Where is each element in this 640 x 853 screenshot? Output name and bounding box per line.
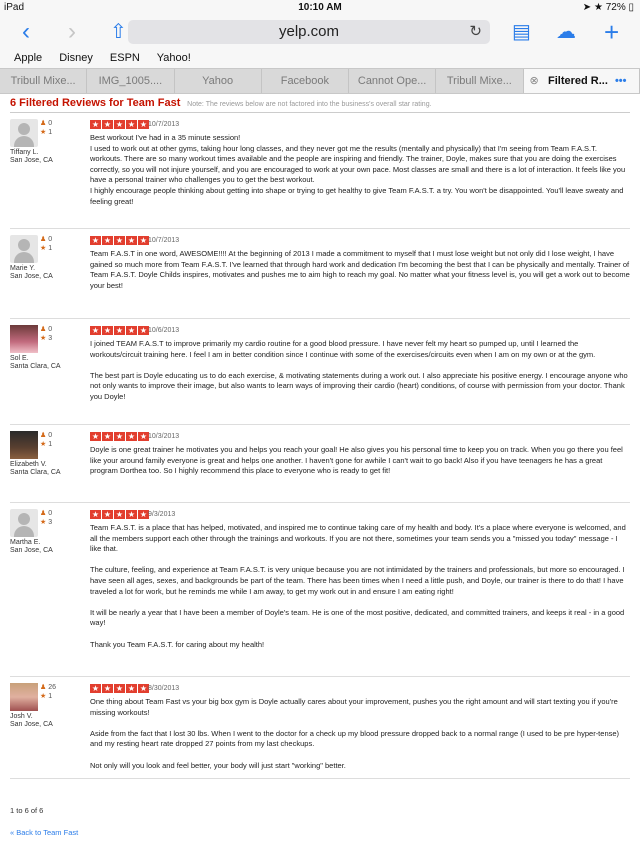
review-paragraph: Doyle is one great trainer he motivates you and helps you reach your goal! He also gives you his personal time to keep you on track. When you go there you feel like your around family everyone is great and helps one another. I haven't gone for awhile I can't wait to go back! Also if you have teenagers he has a great program Dorthea too. So I highly recommend this place to everyone who is ready to get fit!	[90, 445, 623, 476]
review-date: 10/3/2013	[148, 433, 180, 440]
avatar[interactable]	[10, 325, 38, 353]
tab-5[interactable]: Cannot Ope...	[349, 69, 436, 93]
user-stats	[40, 431, 52, 449]
star-icon: ★	[91, 120, 100, 129]
reviewer-location: San Jose, CA	[10, 547, 53, 554]
friends-icon: ♟	[40, 432, 47, 439]
reviewer-location: San Jose, CA	[10, 273, 53, 280]
star-icon: ★	[115, 684, 124, 693]
review-text	[90, 523, 630, 650]
friend-count: ♟ 26	[40, 684, 57, 691]
friends-icon: ♟	[40, 510, 47, 517]
tab-bar	[0, 68, 640, 94]
star-icon: ★	[127, 120, 136, 129]
reviewer-info	[10, 265, 53, 281]
friends-icon: ♟	[40, 236, 47, 243]
star-icon: ★	[91, 684, 100, 693]
review-date: 10/6/2013	[148, 327, 180, 334]
reviewer-name[interactable]: Sol E.	[10, 355, 29, 362]
reload-icon[interactable]: ↻	[469, 23, 482, 40]
review-date: 8/30/2013	[148, 685, 180, 692]
back-to-business-link[interactable]: « Back to Team Fast	[10, 828, 79, 837]
browser-toolbar	[0, 16, 640, 48]
clock: 10:10 AM	[298, 2, 342, 13]
tab-1[interactable]: Tribull Mixe...	[0, 69, 87, 93]
review-item	[10, 425, 630, 503]
review-paragraph: Best workout I've had in a 35 minute session! I used to work out at other gyms, taking hour long classes, and they never got me the results (mentally and physically) that I'm seeing from Team F.A.S.T. workouts. There are so many workout times available and the people are inspiring and friendly. The trainer, Doyle, makes sure that you are doing the exercises correctly, so you will not injure yourself, and you are encouraged to work at your own pace. Most classes are small and there is a lot of interaction. It feels like you have a personal trainer who challenges you to get the best workout. I highly encourage people thinking about getting into shape or trying to get healthy to give Team F.A.S.T. a try. You won't be disappointed. You'll leave sweaty and feeling great!	[90, 133, 626, 206]
star-rating	[90, 120, 150, 129]
review-count-icon: ★	[40, 441, 47, 448]
page-content	[0, 94, 640, 779]
review-text	[90, 697, 630, 771]
review-paragraph: Not only will you look and feel better, your body will just start "working" better.	[90, 760, 346, 770]
review-text	[90, 249, 630, 291]
star-icon: ★	[139, 120, 148, 129]
star-icon: ★	[115, 510, 124, 519]
cloud-tabs-icon[interactable]: ☁	[556, 21, 576, 43]
review-count: ★ 1	[40, 441, 53, 448]
star-icon: ★	[91, 432, 100, 441]
reviewer-location: Santa Clara, CA	[10, 469, 61, 476]
star-rating	[90, 684, 150, 693]
star-icon: ★	[127, 684, 136, 693]
more-icon[interactable]: •••	[614, 75, 627, 87]
review-count-icon: ★	[40, 519, 47, 526]
user-stats	[40, 119, 52, 137]
battery-percent: 72%	[605, 2, 626, 13]
tab-6[interactable]: Tribull Mixe...	[436, 69, 523, 93]
device-label: iPad	[4, 2, 25, 13]
review-paragraph: I joined TEAM F.A.S.T to improve primarily my cardio routine for a good blood pressure. I have never felt my heart so pumped up, until I learned the workouts/circuit training here. I feel I am in better condition since I continue with some of the exercises/circuits even when I am on my own or at the gym.	[90, 339, 596, 359]
forward-icon[interactable]: ›	[68, 18, 76, 45]
page-note: Note: The reviews below are not factored into the business's overall star rating.	[187, 101, 432, 108]
star-icon: ★	[103, 432, 112, 441]
star-rating	[90, 326, 150, 335]
star-icon: ★	[115, 432, 124, 441]
reviewer-location: San Jose, CA	[10, 157, 53, 164]
review-item	[10, 113, 630, 229]
star-icon: ★	[103, 326, 112, 335]
friend-count: ♟ 0	[40, 236, 53, 243]
star-icon: ★	[127, 326, 136, 335]
page-header	[10, 94, 630, 113]
bookmarks-icon[interactable]: ▤	[512, 21, 531, 43]
reviewer-info	[10, 539, 53, 555]
review-count: ★ 3	[40, 519, 53, 526]
review-item	[10, 503, 630, 677]
reviewer-info	[10, 149, 53, 165]
star-icon: ★	[139, 432, 148, 441]
star-icon: ★	[139, 510, 148, 519]
review-count-icon: ★	[40, 245, 47, 252]
review-count-icon: ★	[40, 129, 47, 136]
star-rating	[90, 236, 150, 245]
friends-icon: ♟	[40, 326, 47, 333]
review-paragraph: Thank you Team F.A.S.T. for caring about my health!	[90, 639, 265, 649]
user-stats	[40, 235, 52, 253]
reviewer-name[interactable]: Marie Y.	[10, 265, 36, 272]
star-icon: ★	[91, 510, 100, 519]
reviewer-name[interactable]: Elizabeth V.	[10, 461, 47, 468]
review-paragraph: It will be nearly a year that I have been a member of Doyle's team. He is one of the most positive, dedicated, and committed trainers, and keeps it real - in a good way!	[90, 607, 625, 628]
star-icon: ★	[127, 432, 136, 441]
user-stats	[40, 683, 56, 701]
review-text	[90, 445, 630, 477]
reviewer-name[interactable]: Martha E.	[10, 539, 41, 546]
reviewer-info	[10, 713, 53, 729]
tab-3[interactable]: Yahoo	[175, 69, 262, 93]
close-tab-icon[interactable]: ⊗	[529, 75, 539, 87]
avatar[interactable]	[10, 235, 38, 263]
user-stats	[40, 509, 52, 527]
review-paragraph: Aside from the fact that I lost 30 lbs. When I went to the doctor for a check up my blood pressure dropped back to a normal range (I used to be pre hyper-tense) and my resting heart rate dropped 27 points from my last checkups.	[90, 728, 620, 749]
star-icon: ★	[91, 326, 100, 335]
star-icon: ★	[103, 510, 112, 519]
share-icon[interactable]: ⇧	[110, 21, 127, 43]
review-item	[10, 319, 630, 425]
reviewer-location: Santa Clara, CA	[10, 363, 61, 370]
review-count-icon: ★	[40, 693, 47, 700]
tab-2[interactable]: IMG_1005....	[87, 69, 174, 93]
reviewer-location: San Jose, CA	[10, 721, 53, 728]
bookmark-apple[interactable]: Apple	[14, 52, 43, 64]
review-count: ★ 3	[40, 335, 53, 342]
review-text	[90, 133, 630, 207]
review-date: 10/7/2013	[148, 121, 180, 128]
review-paragraph: Team F.A.S.T. is a place that has helped, motivated, and inspired me to continue taking care of my health and body. It's a place where everyone is welcomed, and all the members support each other through the trainings and workouts. If you are not there, sometimes your team sends you a "missed you today" message - I like that.	[90, 523, 626, 554]
star-icon: ★	[115, 326, 124, 335]
star-icon: ★	[127, 236, 136, 245]
friend-count: ♟ 0	[40, 510, 53, 517]
review-item	[10, 229, 630, 319]
star-rating	[90, 510, 150, 519]
reviewer-name[interactable]: Josh V.	[10, 713, 33, 720]
star-icon: ★	[103, 120, 112, 129]
battery-indicator: ➤ ★ 72% ▯	[582, 2, 634, 13]
bookmarks-bar	[0, 48, 640, 68]
status-bar	[0, 0, 640, 16]
avatar[interactable]	[10, 431, 38, 459]
avatar[interactable]	[10, 119, 38, 147]
review-count-icon: ★	[40, 335, 47, 342]
review-text	[90, 339, 630, 403]
url-text: yelp.com	[278, 23, 340, 40]
star-icon: ★	[115, 236, 124, 245]
bookmark-yahoo[interactable]: Yahoo!	[156, 52, 191, 64]
bookmark-espn[interactable]: ESPN	[109, 52, 140, 64]
tab-active-label: Filtered R...	[547, 75, 608, 87]
pagination: 1 to 6 of 6	[10, 806, 44, 815]
page-title: 6 Filtered Reviews for Team Fast	[10, 97, 181, 109]
star-rating	[90, 432, 150, 441]
review-date: 9/3/2013	[148, 511, 176, 518]
new-tab-icon[interactable]: +	[604, 17, 620, 47]
star-icon: ★	[115, 120, 124, 129]
star-icon: ★	[91, 236, 100, 245]
bookmark-disney[interactable]: Disney	[59, 52, 93, 64]
review-paragraph: One thing about Team Fast vs your big box gym is Doyle actually cares about your improvement, pushes you the right amount and will start texting you if you're missing workouts!	[90, 697, 618, 717]
review-count: ★ 1	[40, 129, 53, 136]
review-paragraph: The culture, feeling, and experience at Team F.A.S.T. is very unique because you are not intimidated by the trainers and professionals, but more so encouraged. I have seen all ages, sexes, and backgrounds be part of the team. There has been times when I need a little push, and Doyle, our trainer is there to do that! I have traveled a lot for work, but he reminds me while I am away, to get my work out in and ensure I am eating right!	[90, 565, 625, 596]
user-stats	[40, 325, 52, 343]
reviewer-name[interactable]: Tiffany L.	[10, 149, 39, 156]
friend-count: ♟ 0	[40, 326, 53, 333]
tab-active[interactable]	[524, 69, 640, 93]
reviewer-info	[10, 461, 61, 477]
reviewer-info	[10, 355, 61, 371]
address-bar[interactable]	[128, 20, 490, 44]
review-paragraph: Team F.A.S.T in one word, AWESOME!!!! At the beginning of 2013 I made a commitment to myself that I must lose weight but not only did I lose weight, I have gained so much more from Team F.A.S.T. I've learned that through hard work and dedication I'm becoming the best that I can be physically and mentally. Trainer of Team F.A.S.T. Doyle Childs inspires, motivates and pushes me to aim high to reach my goal. No matter what your fitness level is, you will get a work out to become your best!	[90, 249, 630, 290]
friend-count: ♟ 0	[40, 432, 53, 439]
tab-4[interactable]: Facebook	[262, 69, 349, 93]
friend-count: ♟ 0	[40, 120, 53, 127]
star-icon: ★	[139, 236, 148, 245]
friends-icon: ♟	[40, 684, 47, 691]
review-count: ★ 1	[40, 693, 53, 700]
star-icon: ★	[103, 684, 112, 693]
review-count: ★ 1	[40, 245, 53, 252]
friends-icon: ♟	[40, 120, 47, 127]
star-icon: ★	[103, 236, 112, 245]
star-icon: ★	[139, 684, 148, 693]
star-icon: ★	[139, 326, 148, 335]
review-item	[10, 677, 630, 779]
avatar[interactable]	[10, 509, 38, 537]
review-date: 10/7/2013	[148, 237, 180, 244]
star-icon: ★	[127, 510, 136, 519]
review-list	[10, 113, 630, 779]
back-icon[interactable]: ‹	[22, 18, 30, 45]
review-paragraph: The best part is Doyle educating us to do each exercise, & motivating statements during a work out. I also appreciate his positive energy. I encourage anyone who not only wants to improve their image, but also wants to learn ways of improving their cardio (heart) conditions, of course with permission from your doctor. Thank you Doyle!	[90, 370, 628, 401]
avatar[interactable]	[10, 683, 38, 711]
